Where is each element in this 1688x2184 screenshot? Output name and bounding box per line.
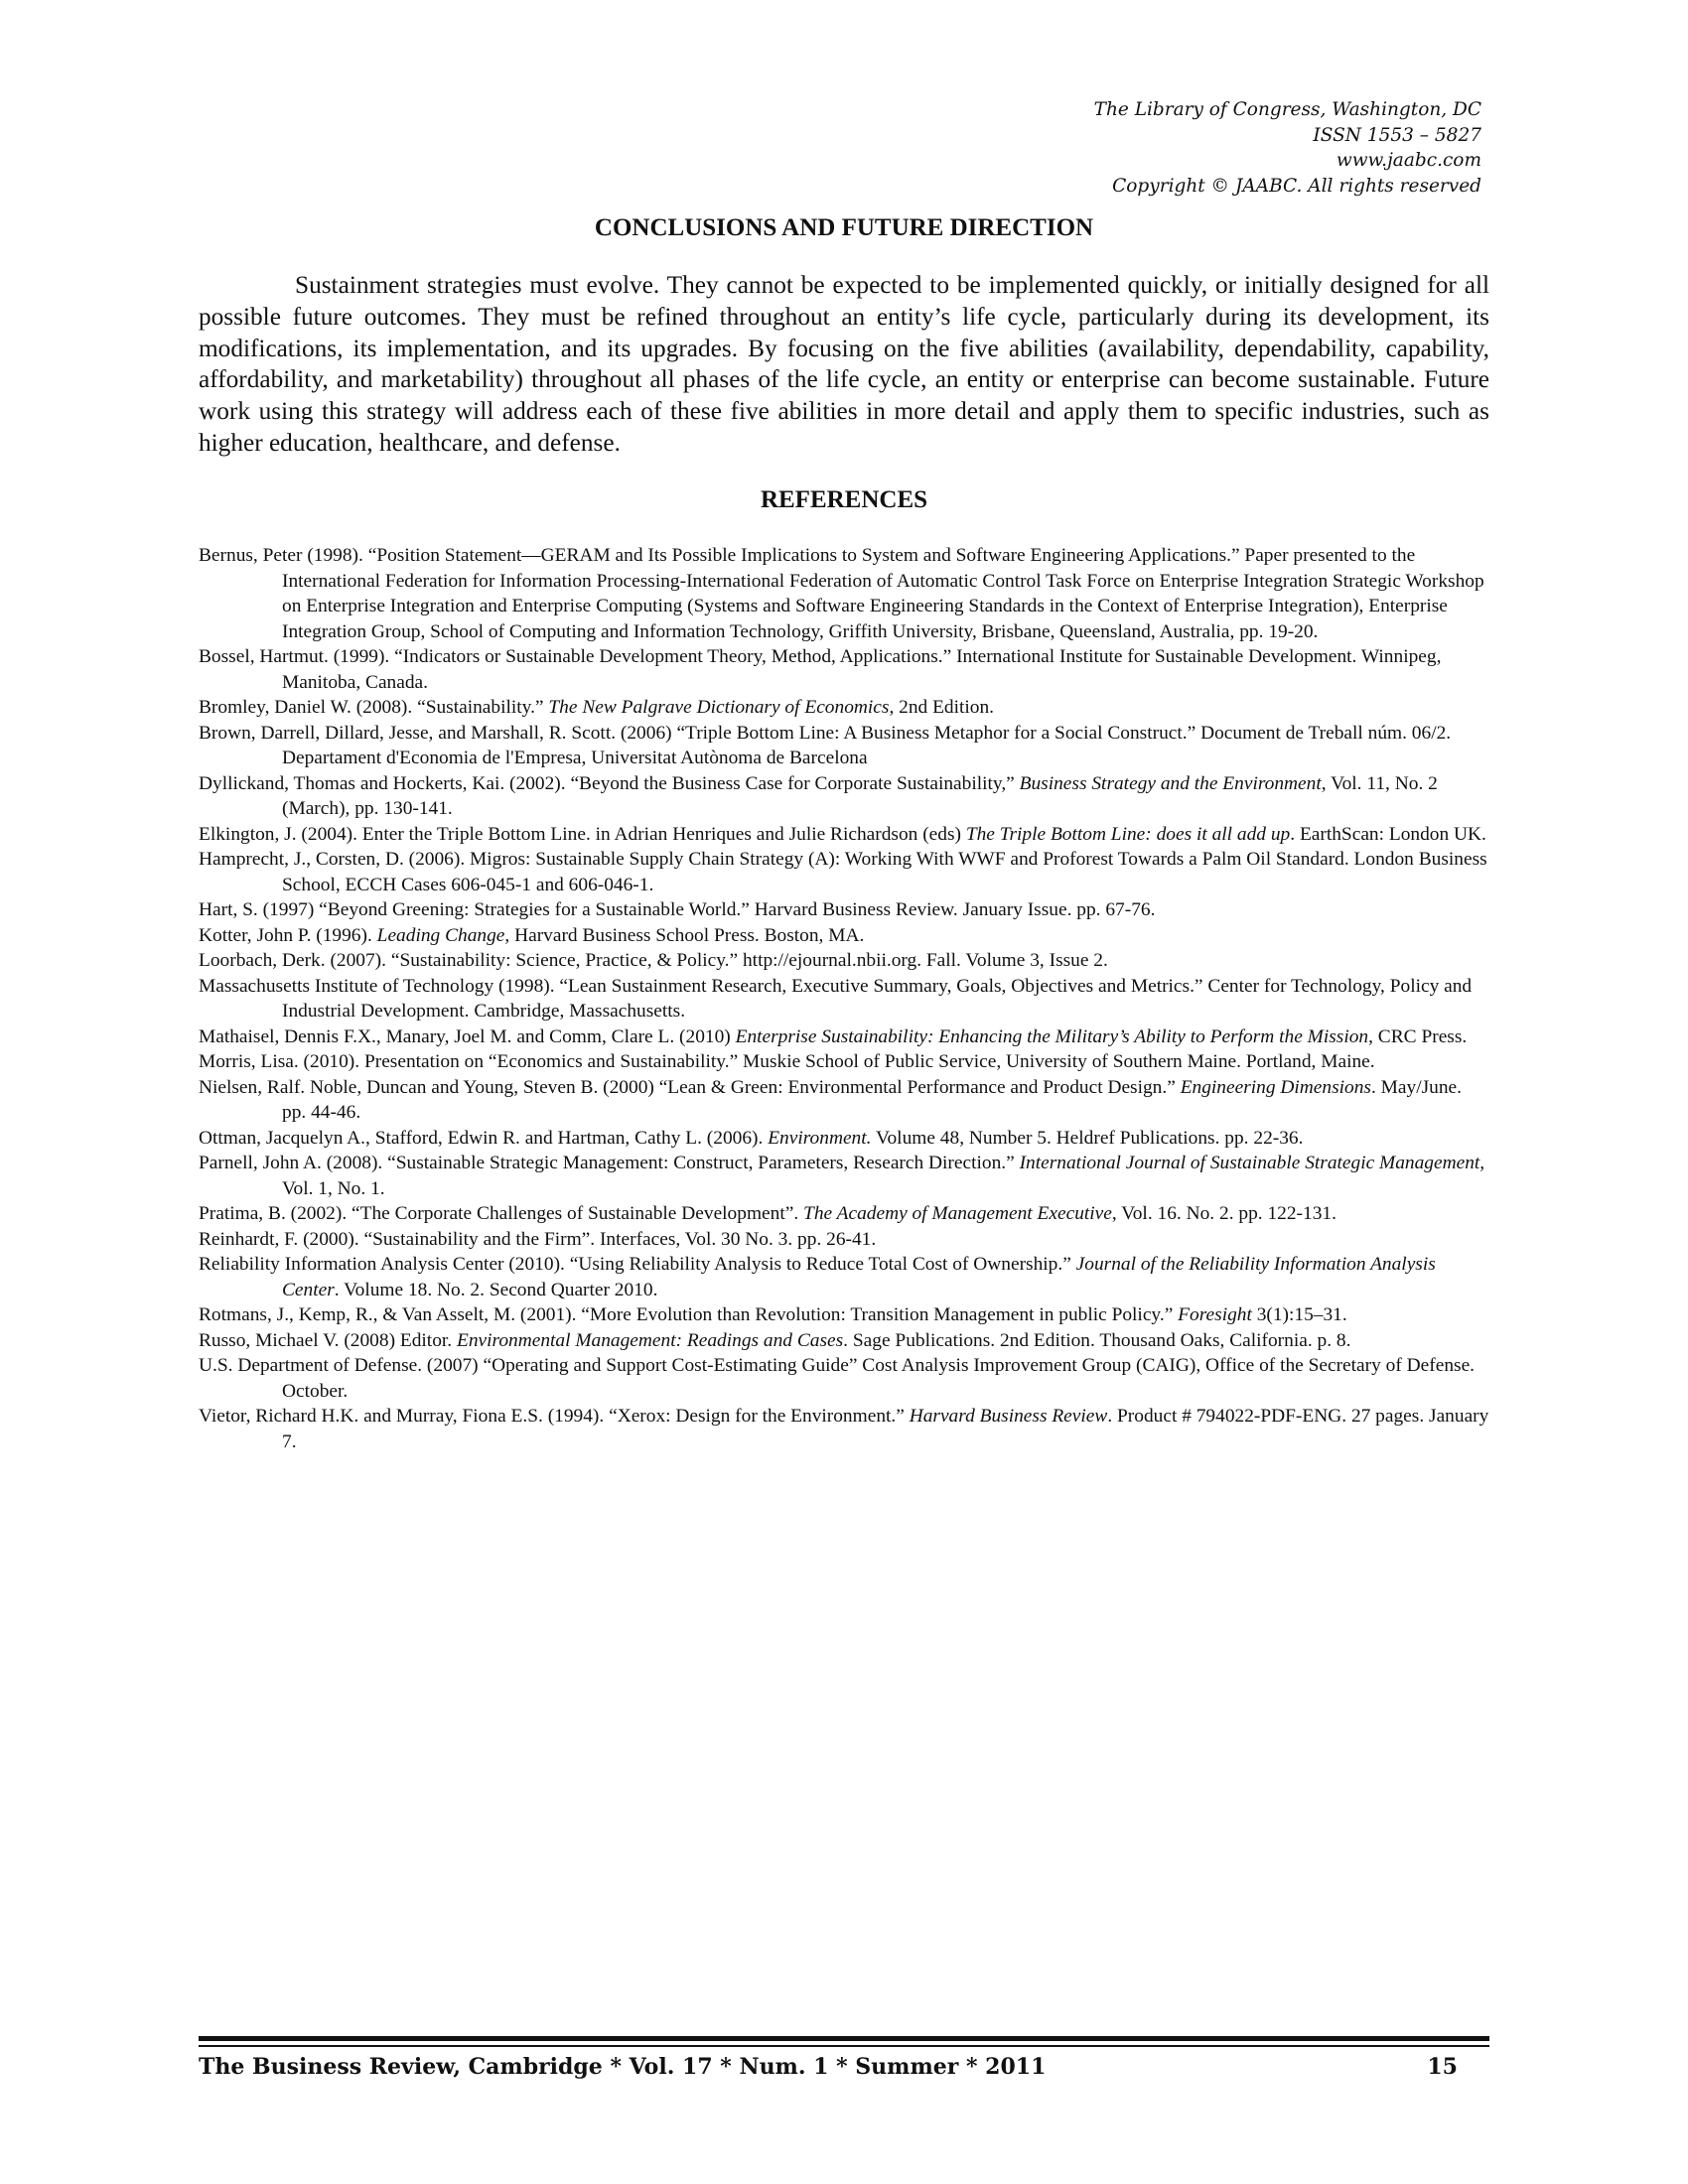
reference-text: Rotmans, J., Kemp, R., & Van Asselt, M. (2001). “More Evolution than Revolution: Transition Management in public Policy.” <box>199 1304 1179 1325</box>
page-number: 15 <box>1427 2054 1458 2080</box>
header-issn: ISSN 1553 – 5827 <box>1313 124 1481 146</box>
reference-text: Pratima, B. (2002). “The Corporate Challenges of Sustainable Development”. <box>199 1203 804 1224</box>
reference-title: Environment. <box>768 1127 872 1149</box>
reference-item <box>199 1227 1489 1253</box>
reference-text: Massachusetts Institute of Technology (1998). “Lean Sustainment Research, Executive Summary, Goals, Objectives and Metrics.” Center for Technology, Policy and Industrial Development. Cambridge, Massachusetts. <box>199 975 1473 1022</box>
reference-text: Vol. 1, No. 1. <box>282 1177 385 1199</box>
reference-text: Dyllickand, Thomas and Hockerts, Kai. (2002). “Beyond the Business Case for Corporate Sustainability,” <box>199 772 1020 794</box>
reference-item <box>199 1024 1489 1050</box>
reference-text: Ottman, Jacquelyn A., Stafford, Edwin R. and Hartman, Cathy L. (2006). <box>199 1127 769 1149</box>
reference-text: Hamprecht, J., Corsten, D. (2006). Migros: Sustainable Supply Chain Strategy (A): Working With WWF and Proforest Towards a Palm Oil Standard. London Business School, ECCH Cases 606-045-1 and 606-046-1. <box>199 849 1487 895</box>
reference-item <box>199 974 1489 1024</box>
footer-journal: The Business Review, Cambridge * Vol. 17 * Num. 1 * Summer * 2011 <box>199 2054 1047 2080</box>
reference-item <box>199 1328 1489 1354</box>
conclusions-heading: CONCLUSIONS AND FUTURE DIRECTION <box>594 214 1094 241</box>
reference-item <box>199 1252 1489 1302</box>
reference-text: Morris, Lisa. (2010). Presentation on “Economics and Sustainability.” Muskie School of Public Service, University of Southern Maine. Portland, Maine. <box>199 1051 1375 1072</box>
header-website: www.jaabc.com <box>1336 150 1481 171</box>
reference-item <box>199 721 1489 771</box>
header-copyright: Copyright © JAABC. All rights reserved <box>1112 175 1481 197</box>
reference-item <box>199 1353 1489 1404</box>
reference-item <box>199 1201 1489 1227</box>
reference-text: Hart, S. (1997) “Beyond Greening: Strategies for a Sustainable World.” Harvard Business Review. January Issue. pp. 67-76. <box>199 899 1156 920</box>
reference-item <box>199 948 1489 974</box>
reference-text: Parnell, John A. (2008). “Sustainable Strategic Management: Construct, Parameters, Research Direction.” <box>199 1153 1020 1173</box>
reference-text: , 2nd Edition. <box>889 697 995 718</box>
reference-text: . Sage Publications. 2nd Edition. Thousand Oaks, California. p. 8. <box>843 1329 1351 1351</box>
reference-title: Leading Change <box>376 924 505 946</box>
reference-text: Bromley, Daniel W. (2008). “Sustainability.” <box>199 697 549 718</box>
reference-text: Nielsen, Ralf. Noble, Duncan and Young, Steven B. (2000) “Lean & Green: Environmental Performance and Product Design.” <box>199 1076 1181 1098</box>
reference-text: . Product # 794022-PDF-ENG. 27 pages. January 7. <box>282 1406 1489 1452</box>
references-list <box>199 543 1489 1454</box>
reference-text: Bossel, Hartmut. (1999). “Indicators or Sustainable Development Theory, Method, Applications.” International Institute for Sustainable Development. Winnipeg, Manitoba, Canada. <box>199 646 1442 693</box>
reference-item <box>199 644 1489 695</box>
journal-header <box>1094 97 1481 199</box>
reference-item <box>199 543 1489 644</box>
reference-item <box>199 923 1489 949</box>
reference-item <box>199 695 1489 721</box>
reference-text: . EarthScan: London UK. <box>1290 823 1486 845</box>
reference-text: Brown, Darrell, Dillard, Jesse, and Marshall, R. Scott. (2006) “Triple Bottom Line: A Business Metaphor for a Social Construct.” Document de Treball núm. 06/2. Departament d'Economia de l'Empresa, Universitat Autònoma de Barcelona <box>199 722 1452 768</box>
references-heading: REFERENCES <box>760 486 928 513</box>
reference-text: U.S. Department of Defense. (2007) “Operating and Support Cost-Estimating Guide” Cost Analysis Improvement Group (CAIG), Office of the Secretary of Defense. October. <box>199 1355 1476 1402</box>
page-footer <box>199 2054 1489 2080</box>
reference-text: Bernus, Peter (1998). “Position Statement—GERAM and Its Possible Implications to System and Software Engineering Applications.” Paper presented to the International Federation for Information Processing-International Federation of Automatic Control Task Force on Enterprise Integration Strategic Workshop on Enterprise Integration and Enterprise Computing (Systems and Software Engineering Standards in the Context of Enterprise Integration), Enterprise Integration Group, School of Computing and Information Technology, Griffith University, Brisbane, Queensland, Australia, pp. 19-20. <box>199 545 1484 642</box>
conclusions-paragraph: Sustainment strategies must evolve. They cannot be expected to be implemented quickly, or initially designed for all possible future outcomes. They must be refined throughout an entity’s life cycle, particularly during its development, its modifications, its implementation, and its upgrades. By focusing on the five abilities (availability, dependability, capability, affordability, and marketability) throughout all phases of the life cycle, an entity or enterprise can become sustainable. Future work using this strategy will address each of these five abilities in more detail and apply them to specific industries, such as higher education, healthcare, and defense. <box>199 271 1489 457</box>
reference-text: 3(1):15–31. <box>1251 1304 1347 1325</box>
reference-text: Russo, Michael V. (2008) Editor. <box>199 1329 457 1351</box>
reference-text: Loorbach, Derk. (2007). “Sustainability: Science, Practice, & Policy.” http://ejournal.nbii.org. Fall. Volume 3, Issue 2. <box>199 950 1108 971</box>
reference-title: The Triple Bottom Line: does it all add up <box>965 823 1291 845</box>
reference-text: . May/June. pp. 44-46. <box>282 1076 1462 1123</box>
reference-title: International Journal of Sustainable Strategic Management, <box>1019 1153 1485 1173</box>
reference-text: , Vol. 11, No. 2 (March), pp. 130-141. <box>282 772 1438 819</box>
reference-item <box>199 822 1489 848</box>
reference-item <box>199 1049 1489 1075</box>
reference-item <box>199 1151 1489 1201</box>
reference-item <box>199 1126 1489 1152</box>
reference-item <box>199 1302 1489 1328</box>
reference-text: Reliability Information Analysis Center (2010). “Using Reliability Analysis to Reduce Total Cost of Ownership.” <box>199 1254 1076 1275</box>
reference-text: , Vol. 16. No. 2. pp. 122-131. <box>1111 1203 1336 1224</box>
footer-rule-thick <box>199 2036 1489 2041</box>
reference-text: , CRC Press. <box>1368 1025 1468 1047</box>
reference-text: Reinhardt, F. (2000). “Sustainability and the Firm”. Interfaces, Vol. 30 No. 3. pp. 26-41. <box>199 1228 877 1250</box>
reference-text: Volume 48, Number 5. Heldref Publications. pp. 22-36. <box>871 1127 1304 1149</box>
footer-rule-thin <box>199 2045 1489 2047</box>
header-library: The Library of Congress, Washington, DC <box>1093 99 1481 120</box>
reference-title: Enterprise Sustainability: Enhancing the Military’s Ability to Perform the Mission <box>735 1025 1369 1047</box>
reference-item <box>199 1075 1489 1126</box>
reference-text: , Harvard Business School Press. Boston, MA. <box>504 924 865 946</box>
reference-text: Elkington, J. (2004). Enter the Triple Bottom Line. in Adrian Henriques and Julie Richardson (eds) <box>199 823 966 845</box>
reference-title: Environmental Management: Readings and Cases <box>456 1329 844 1351</box>
reference-item <box>199 897 1489 923</box>
reference-text: Kotter, John P. (1996). <box>199 924 377 946</box>
reference-text: . Volume 18. No. 2. Second Quarter 2010. <box>334 1279 658 1300</box>
reference-title: Business Strategy and the Environment <box>1019 772 1322 794</box>
reference-title: Harvard Business Review <box>909 1406 1108 1427</box>
reference-title: Journal of the Reliability Information Analysis Center <box>282 1254 1436 1300</box>
reference-title: Engineering Dimensions <box>1180 1076 1371 1098</box>
reference-title: Foresight <box>1178 1304 1252 1325</box>
reference-item <box>199 771 1489 822</box>
reference-item <box>199 1404 1489 1454</box>
reference-title: The New Palgrave Dictionary of Economics <box>548 697 890 718</box>
reference-text: Vietor, Richard H.K. and Murray, Fiona E.S. (1994). “Xerox: Design for the Environment.” <box>199 1406 910 1427</box>
reference-text: Mathaisel, Dennis F.X., Manary, Joel M. and Comm, Clare L. (2010) <box>199 1025 736 1047</box>
reference-title: The Academy of Management Executive <box>803 1203 1112 1224</box>
reference-item <box>199 847 1489 897</box>
